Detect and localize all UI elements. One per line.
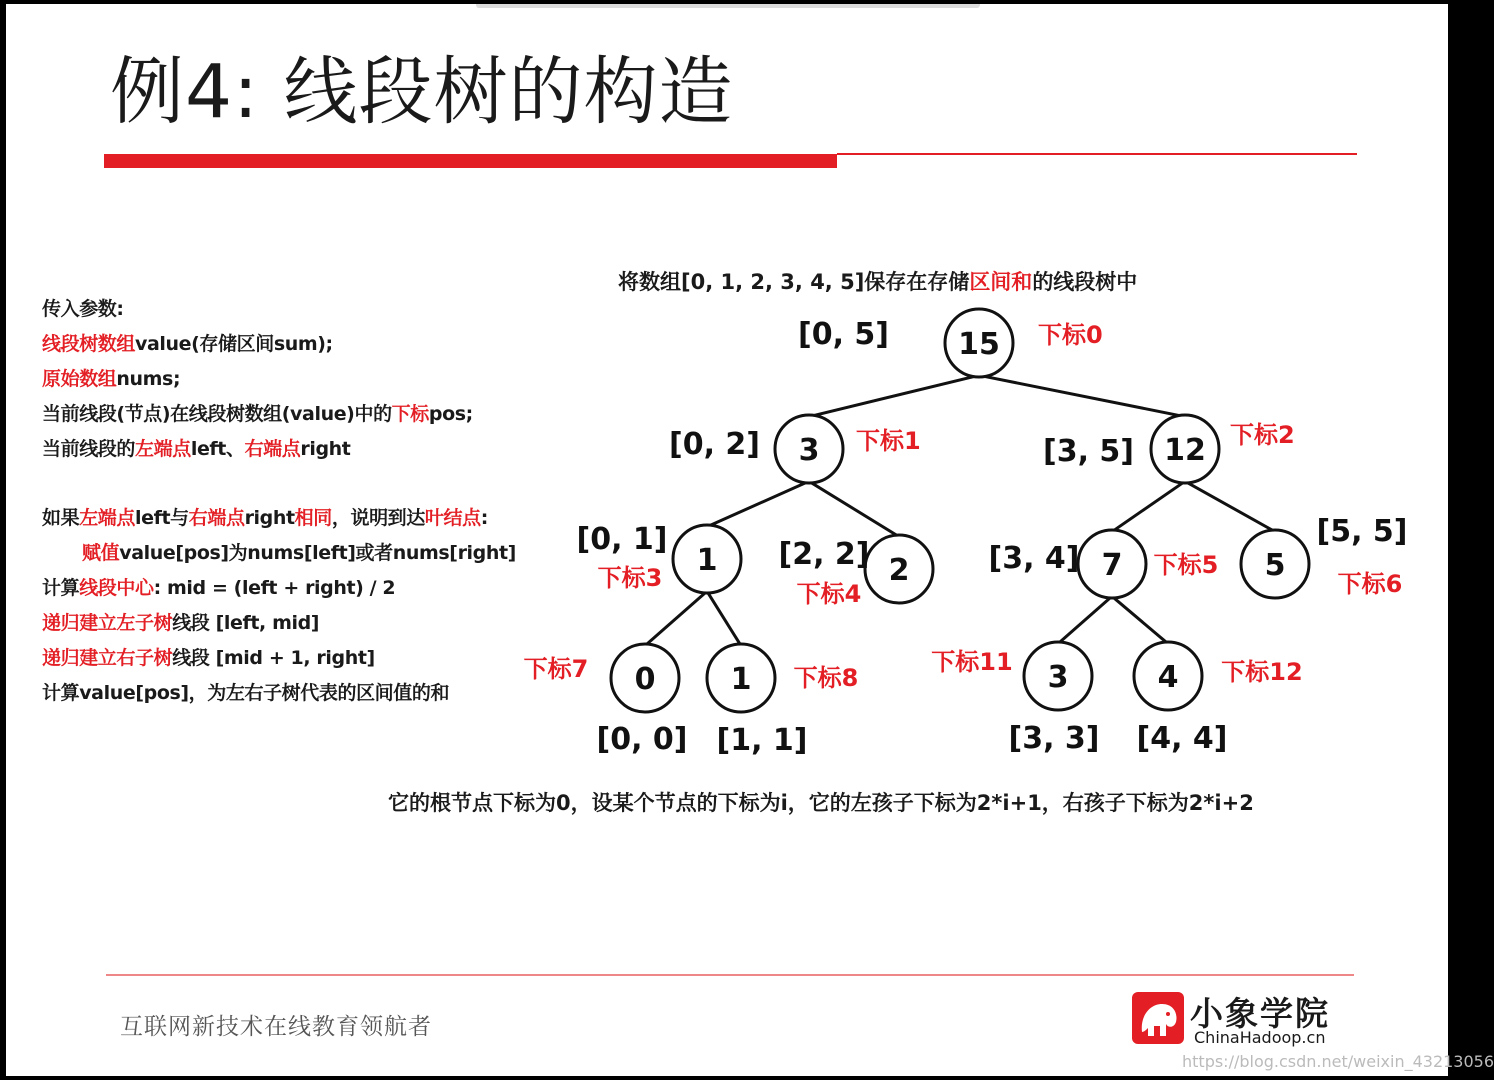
param-text: pos; <box>428 403 473 425</box>
index-rule-note: 它的根节点下标为0，设某个节点的下标为i，它的左孩子下标为2*i+1，右孩子下标为2*i+2 <box>388 791 1254 815</box>
param-text: left、 <box>190 438 245 460</box>
tree-node-range: [3, 4] <box>988 541 1080 576</box>
param-text: nums; <box>116 368 181 390</box>
algo-sum: 计算value[pos]，为左右子树代表的区间值的和 <box>42 682 450 704</box>
logo-domain: ChinaHadoop.cn <box>1194 1028 1326 1047</box>
tree-edge <box>707 591 741 645</box>
slide-title: 例4: 线段树的构造 <box>110 49 734 135</box>
watermark: https://blog.csdn.net/weixin_43213056 <box>1182 1052 1494 1071</box>
param-text: right <box>300 438 351 460</box>
tree-node-index: 下标1 <box>856 427 921 455</box>
tree-node-index: 下标11 <box>931 648 1013 676</box>
tree-node-value: 1 <box>730 662 752 697</box>
tree-node-value: 2 <box>888 553 910 588</box>
algo-term: 赋值 <box>82 542 120 564</box>
tree-node-value: 15 <box>958 327 1000 362</box>
tree-node-range: [0, 1] <box>576 522 668 557</box>
param-text: 当前线段的 <box>42 438 136 460</box>
tree-edge <box>1185 481 1275 531</box>
param-term: 右端点 <box>244 438 301 460</box>
tree-node-index: 下标2 <box>1230 421 1295 449</box>
elephant-logo-icon <box>1132 992 1184 1044</box>
algo-term: 相同 <box>294 507 332 529</box>
tree-node-value: 3 <box>1047 660 1069 695</box>
algo-text: 线段 [mid + 1, right] <box>172 647 375 669</box>
tree-edge <box>1112 596 1168 643</box>
tree-node-value: 3 <box>798 433 820 468</box>
tree-node-value: 0 <box>634 662 656 697</box>
algo-text: right <box>244 507 295 529</box>
param-text: value(存储区间sum); <box>135 333 333 355</box>
tree-node-range: [0, 0] <box>596 722 688 757</box>
algo-term: 叶结点 <box>424 507 481 529</box>
algo-text: 线段 [left, mid] <box>172 612 320 634</box>
tree-node-value: 5 <box>1264 548 1286 583</box>
tree-edge <box>979 375 1185 416</box>
tree-edge <box>645 591 707 645</box>
tree-node-range: [3, 5] <box>1042 434 1134 469</box>
tree-node-index: 下标7 <box>523 655 589 683</box>
tree-node-range: [3, 3] <box>1008 721 1100 756</box>
algo-text: 如果 <box>42 507 80 529</box>
param-term: 线段树数组 <box>42 333 136 355</box>
algo-term: 右端点 <box>188 507 245 529</box>
algo-term: 左端点 <box>79 507 136 529</box>
tree-node-range: [4, 4] <box>1136 721 1228 756</box>
tree-node-value: 7 <box>1101 548 1123 583</box>
logo-chinese-name: 小象学院 <box>1190 994 1330 1033</box>
algo-term: 递归建立右子树 <box>42 647 173 669</box>
algo-term: 递归建立左子树 <box>42 612 173 634</box>
caption-text: 将数组[0, 1, 2, 3, 4, 5]保存在存储 <box>618 270 970 294</box>
algo-term: 线段中心 <box>79 577 154 599</box>
algo-text: left与 <box>135 507 189 529</box>
param-term: 原始数组 <box>42 368 117 390</box>
footer-slogan: 互联网新技术在线教育领航者 <box>120 1014 432 1040</box>
algo-text: ，说明到达 <box>331 507 425 529</box>
tree-node-value: 1 <box>696 543 718 578</box>
tree-edge <box>707 481 809 526</box>
tree-node-index: 下标4 <box>796 580 862 608</box>
tree-node-value: 4 <box>1157 660 1179 695</box>
tree-edge <box>809 481 899 536</box>
tree-node-range: [0, 5] <box>797 317 889 352</box>
caption-term: 区间和 <box>969 270 1033 294</box>
tree-edge <box>1058 596 1112 643</box>
segment-tree-diagram <box>6 4 1448 1076</box>
tree-node-index: 下标6 <box>1337 570 1403 598</box>
tree-node-index: 下标3 <box>597 564 663 592</box>
tree-edge <box>809 375 979 416</box>
tree-node-range: [5, 5] <box>1316 514 1408 549</box>
caption-text: 的线段树中 <box>1032 270 1138 294</box>
params-header: 传入参数: <box>42 298 124 320</box>
footer-divider <box>106 974 1354 976</box>
tree-edge <box>1112 481 1185 531</box>
tree-node-range: [2, 2] <box>778 537 870 572</box>
param-term: 左端点 <box>135 438 191 460</box>
algo-text: value[pos]为nums[left]或者nums[right] <box>119 542 516 564</box>
algo-text: : mid = (left + right) / 2 <box>153 577 396 599</box>
slide <box>6 4 1494 1076</box>
algo-text: 计算 <box>42 577 80 599</box>
tree-node-value: 12 <box>1164 433 1206 468</box>
tree-node-index: 下标8 <box>793 664 859 692</box>
tree-node-index: 下标12 <box>1221 658 1303 686</box>
tree-node-range: [1, 1] <box>716 723 808 758</box>
tree-node-range: [0, 2] <box>668 427 760 462</box>
algo-text: : <box>480 507 488 529</box>
tree-node-index: 下标0 <box>1038 321 1103 349</box>
param-text: 当前线段(节点)在线段树数组(value)中的 <box>42 403 392 425</box>
tree-node-index: 下标5 <box>1153 551 1219 579</box>
param-term: 下标 <box>391 403 429 425</box>
